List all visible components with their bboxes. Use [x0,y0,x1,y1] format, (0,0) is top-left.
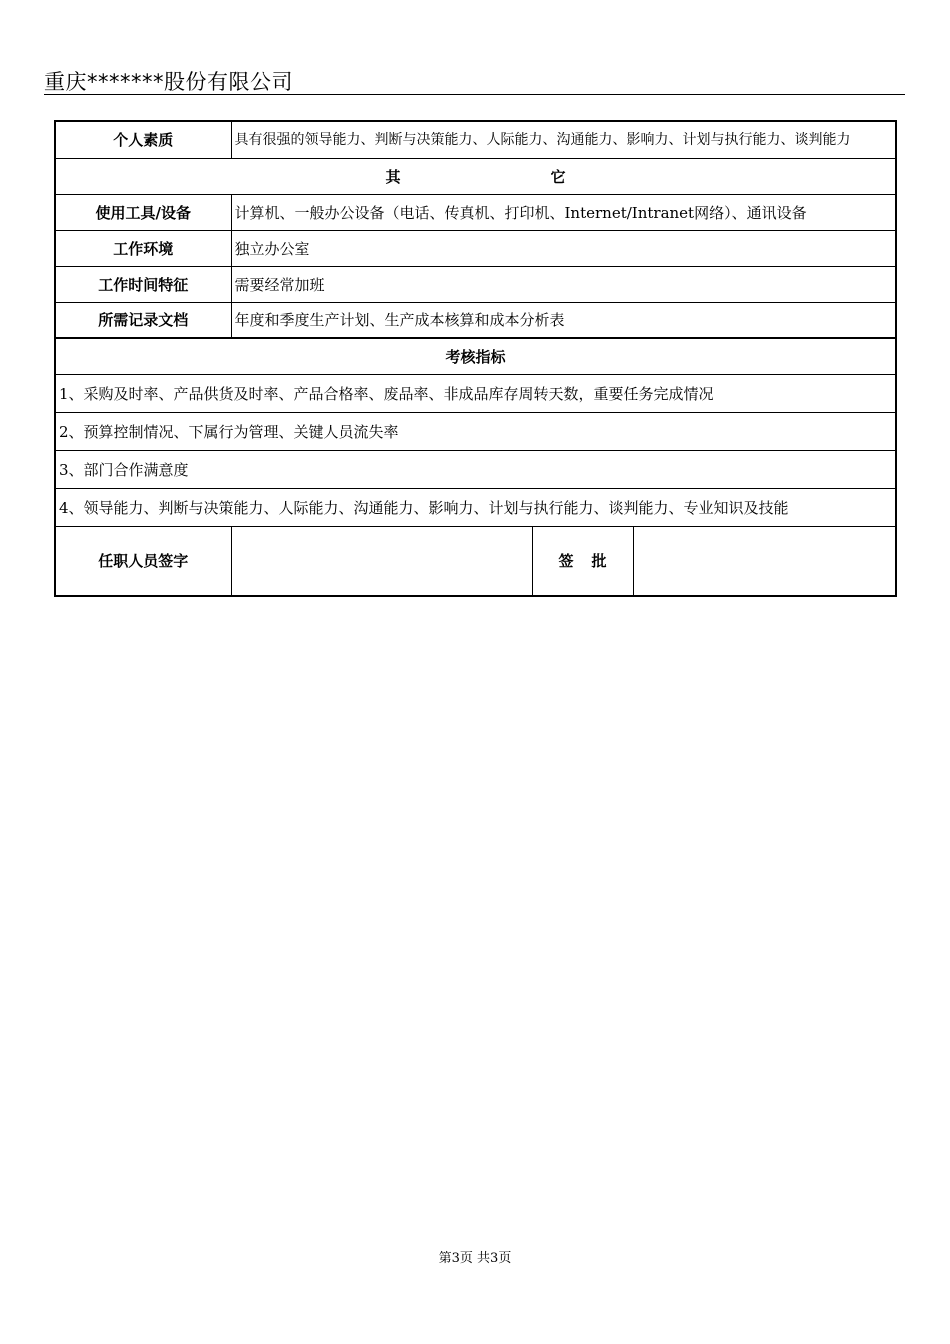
kpi-item-3: 3、部门合作满意度 [55,450,896,488]
other-section-left: 其 [385,167,401,186]
signature-row [55,526,896,596]
tools-row [55,194,896,230]
job-description-table [54,120,897,597]
personal-quality-value: 具有很强的领导能力、判断与决策能力、人际能力、沟通能力、影响力、计划与执行能力、谈判能力 [231,121,896,158]
other-section-heading [55,158,896,194]
signature-label: 任职人员签字 [55,526,231,596]
documents-value: 年度和季度生产计划、生产成本核算和成本分析表 [231,302,896,338]
documents-label: 所需记录文档 [55,302,231,338]
kpi-row [55,450,896,488]
work-time-value: 需要经常加班 [231,266,896,302]
company-name: 重庆*******股份有限公司 [44,70,293,94]
kpi-item-2: 2、预算控制情况、下属行为管理、关键人员流失率 [55,412,896,450]
approval-field[interactable] [633,526,896,596]
tools-label: 使用工具/设备 [55,194,231,230]
environment-label: 工作环境 [55,230,231,266]
personal-quality-label: 个人素质 [55,121,231,158]
approval-label-right: 批 [591,552,607,571]
page-number: 第3页 共3页 [438,1251,512,1266]
tools-value: 计算机、一般办公设备（电话、传真机、打印机、Internet/Intranet网络）、通讯设备 [231,194,896,230]
approval-label-left: 签 [558,552,574,571]
kpi-section-row [55,338,896,374]
page-header [44,64,905,95]
environment-value: 独立办公室 [231,230,896,266]
environment-row [55,230,896,266]
kpi-row [55,374,896,412]
documents-row [55,302,896,338]
work-time-label: 工作时间特征 [55,266,231,302]
kpi-item-1: 1、采购及时率、产品供货及时率、产品合格率、废品率、非成品库存周转天数，重要任务完成情况 [55,374,896,412]
other-section-row [55,158,896,194]
kpi-section-heading: 考核指标 [55,338,896,374]
work-time-row [55,266,896,302]
signature-field[interactable] [231,526,532,596]
kpi-row [55,412,896,450]
kpi-row [55,488,896,526]
kpi-item-4: 4、领导能力、判断与决策能力、人际能力、沟通能力、影响力、计划与执行能力、谈判能力、专业知识及技能 [55,488,896,526]
other-section-right: 它 [550,167,566,186]
approval-label [532,526,633,596]
personal-quality-row [55,121,896,158]
